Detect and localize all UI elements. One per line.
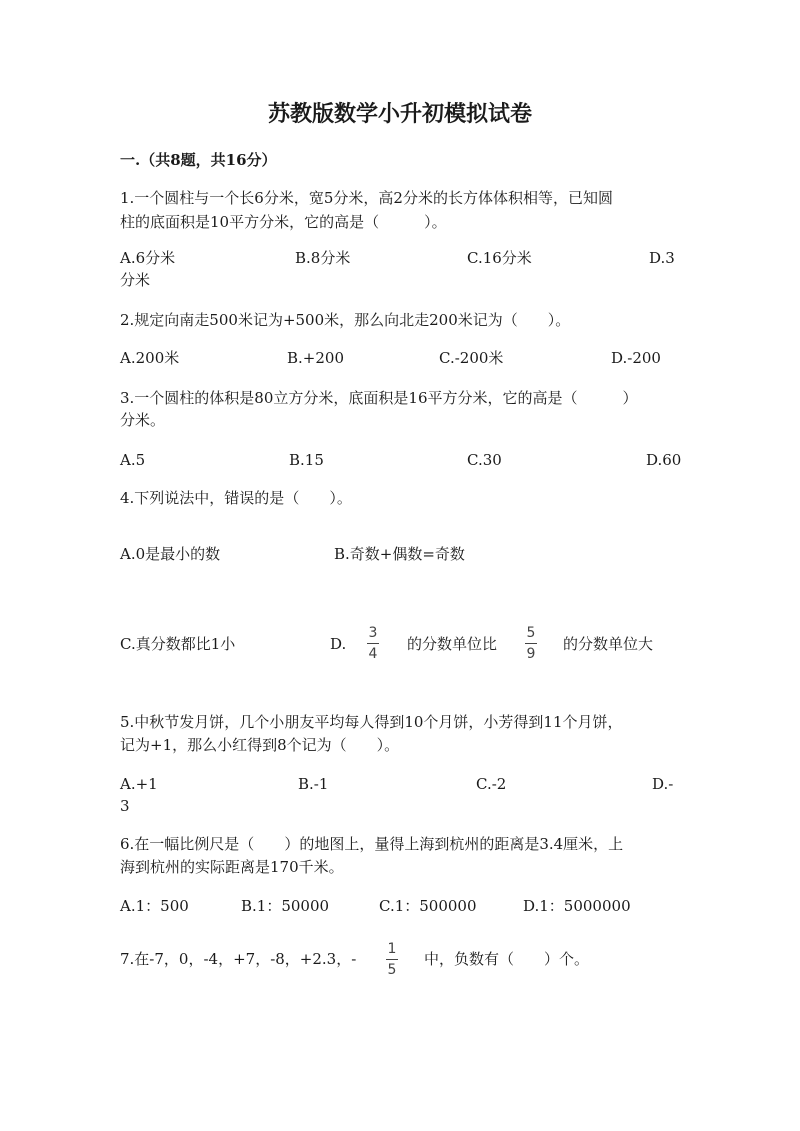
question-3-option-a: A.5 <box>120 451 146 469</box>
question-6-option-a: A.1：500 <box>120 897 189 915</box>
fraction-numerator: 1 <box>387 941 397 957</box>
question-5-option-c: C.-2 <box>476 775 507 793</box>
question-1-option-d-continued: 分米 <box>120 271 151 289</box>
question-1-line-2: 柱的底面积是10平方分米，它的高是（ ）。 <box>120 213 447 231</box>
fraction-numerator: 5 <box>526 625 536 641</box>
question-5-line-1: 5.中秋节发月饼，几个小朋友平均每人得到10个月饼，小芳得到11个月饼， <box>120 713 623 731</box>
question-6-option-b: B.1：50000 <box>241 897 330 915</box>
fraction-numerator: 3 <box>368 625 378 641</box>
fraction-bar <box>525 643 537 644</box>
question-4-option-d-prefix: D. <box>330 635 347 653</box>
question-4-option-a: A.0是最小的数 <box>120 545 221 563</box>
question-6-line-1: 6.在一幅比例尺是（ ）的地图上，量得上海到杭州的距离是3.4厘米，上 <box>120 835 624 853</box>
question-6-line-2: 海到杭州的实际距离是170千米。 <box>120 858 344 876</box>
question-2-option-a: A.200米 <box>120 349 180 367</box>
fraction-bar <box>367 643 379 644</box>
question-4-option-b: B.奇数+偶数=奇数 <box>334 545 465 563</box>
question-5-option-d-continued: 3 <box>120 797 130 815</box>
question-5-option-d: D.- <box>652 775 674 793</box>
question-5-option-b: B.-1 <box>298 775 329 793</box>
question-3-option-d: D.60 <box>646 451 682 469</box>
question-3-line-1: 3.一个圆柱的体积是80立方分米，底面积是16平方分米，它的高是（ ） <box>120 389 638 407</box>
fraction-one-fifth <box>386 941 398 978</box>
question-1-option-d: D.3 <box>649 249 675 267</box>
question-2-line-1: 2.规定向南走500米记为+500米，那么向北走200米记为（ ）。 <box>120 311 571 329</box>
question-5-option-a: A.+1 <box>120 775 158 793</box>
fraction-bar <box>386 959 398 960</box>
fraction-five-ninths <box>525 625 537 662</box>
question-2-option-b: B.+200 <box>287 349 344 367</box>
question-6-option-d: D.1：5000000 <box>523 897 631 915</box>
question-7-suffix: 中，负数有（ ）个。 <box>424 950 590 968</box>
fraction-denominator: 9 <box>526 646 536 662</box>
fraction-denominator: 4 <box>368 646 378 662</box>
question-3-option-c: C.30 <box>467 451 502 469</box>
question-2-option-c: C.-200米 <box>439 349 504 367</box>
question-5-line-2: 记为+1，那么小红得到8个记为（ ）。 <box>120 736 400 754</box>
question-3-option-b: B.15 <box>289 451 324 469</box>
question-6-option-c: C.1：500000 <box>379 897 477 915</box>
question-4-line-1: 4.下列说法中，错误的是（ ）。 <box>120 489 352 507</box>
question-4-option-c: C.真分数都比1小 <box>120 635 236 653</box>
question-7-prefix: 7.在-7，0，-4，+7，-8，+2.3，- <box>120 950 357 968</box>
question-1-option-c: C.16分米 <box>467 249 532 267</box>
question-1-option-b: B.8分米 <box>295 249 351 267</box>
question-3-line-2: 分米。 <box>120 411 166 429</box>
question-4-option-d-middle: 的分数单位比 <box>407 635 498 653</box>
question-1-option-a: A.6分米 <box>120 249 176 267</box>
question-1-line-1: 1.一个圆柱与一个长6分米，宽5分米，高2分米的长方体体积相等，已知圆 <box>120 189 613 207</box>
question-4-option-d-suffix: 的分数单位大 <box>563 635 654 653</box>
fraction-three-quarters <box>367 625 379 662</box>
section-heading: 一.（共8题，共16分） <box>120 151 277 169</box>
fraction-denominator: 5 <box>387 962 397 978</box>
page-title: 苏教版数学小升初模拟试卷 <box>267 101 532 127</box>
question-2-option-d: D.-200 <box>611 349 661 367</box>
